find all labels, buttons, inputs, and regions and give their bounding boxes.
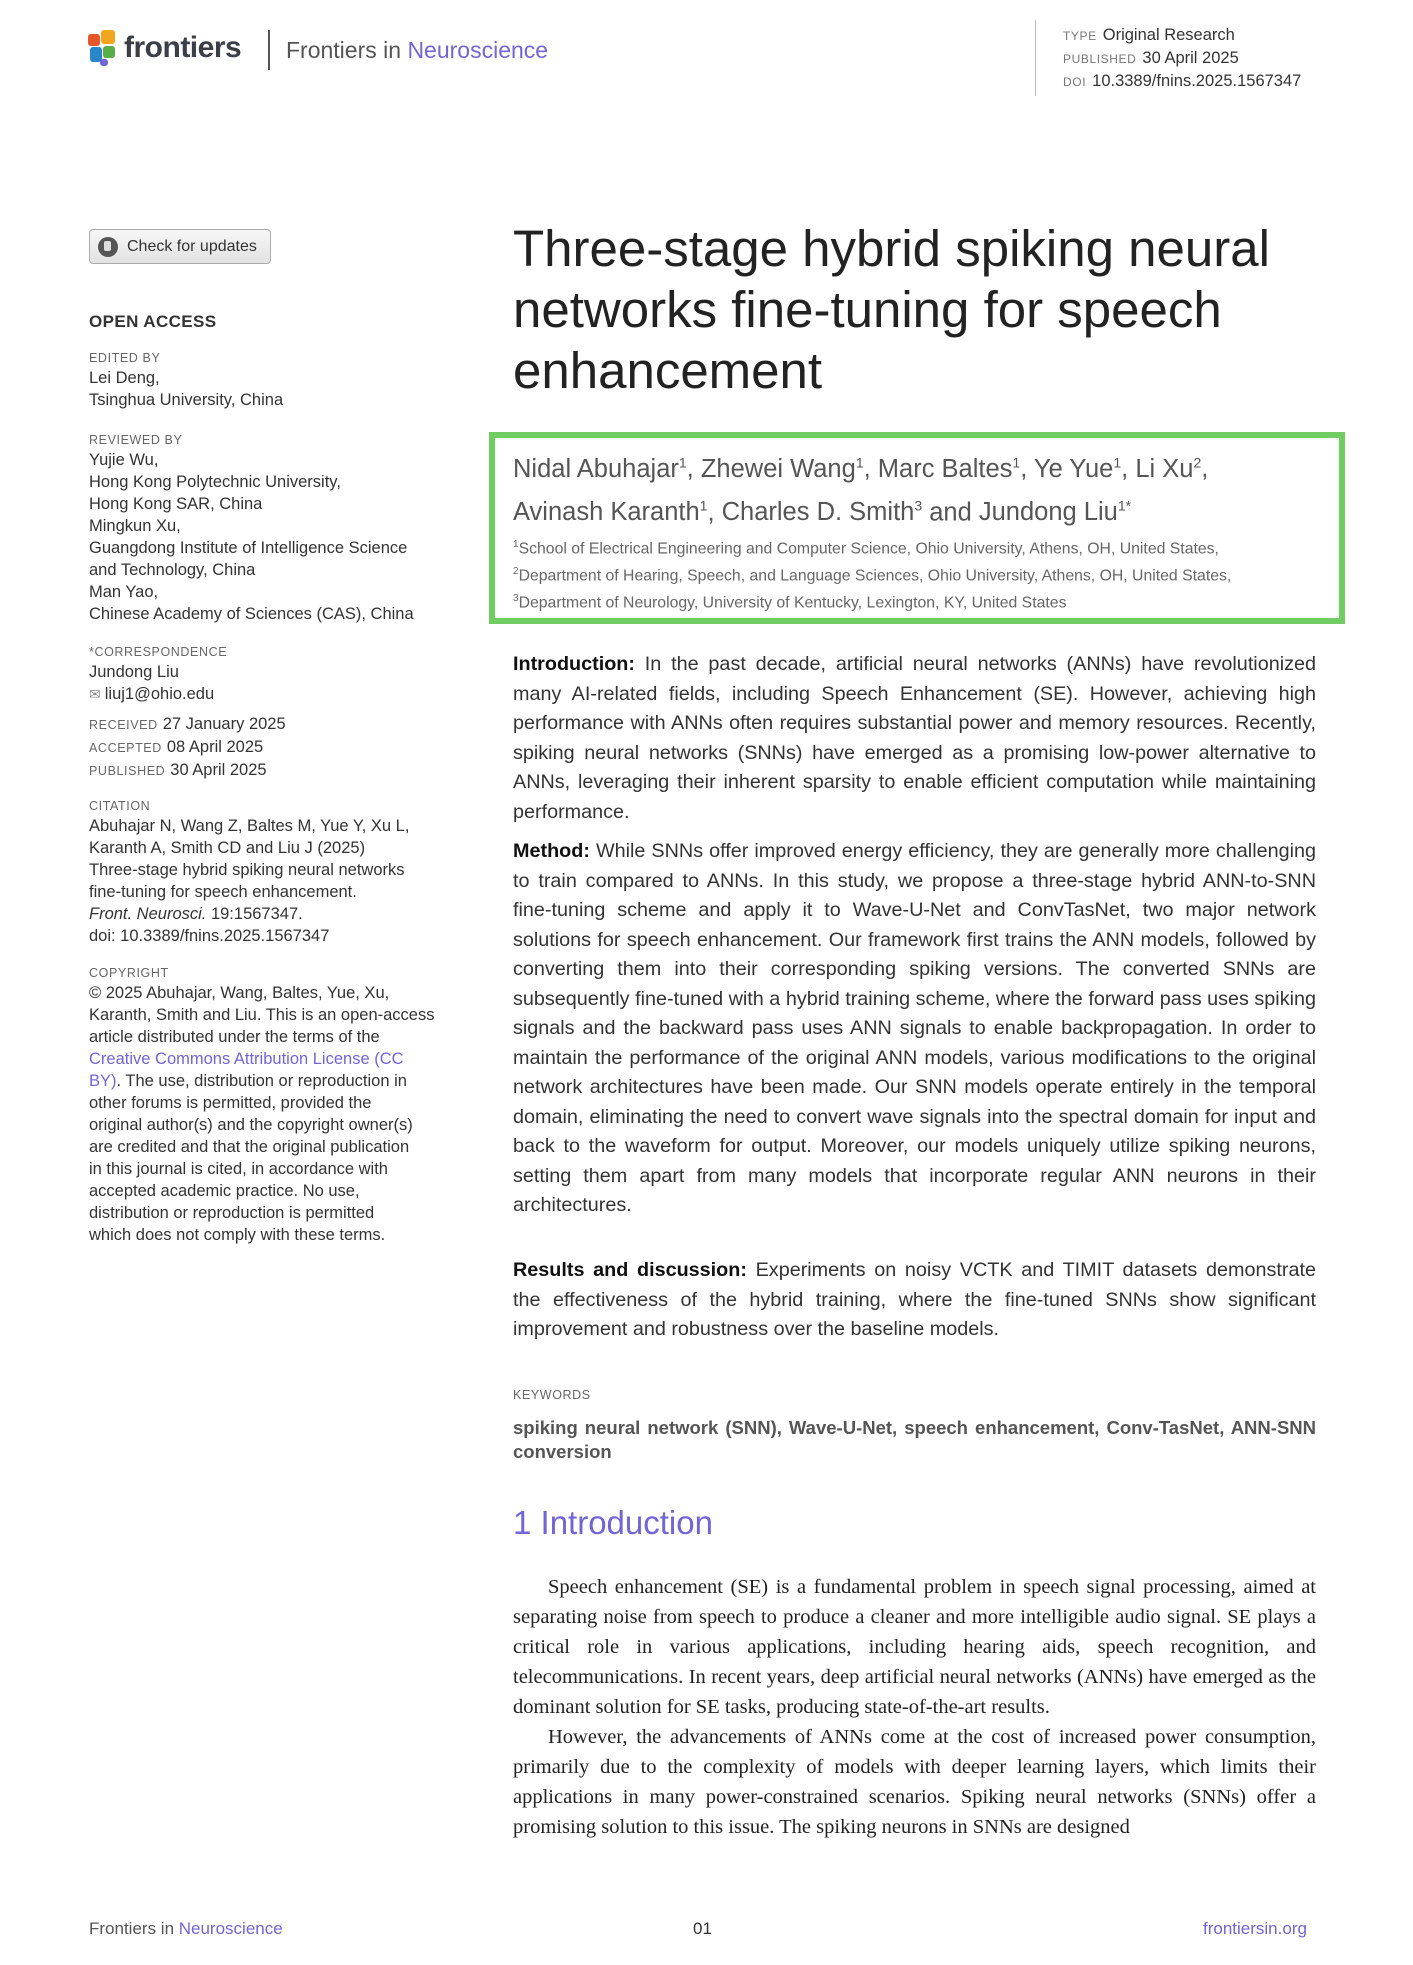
edited-by-label: EDITED BY <box>89 351 161 365</box>
abstract-text: In the past decade, artificial neural networks (ANNs) have revolutionized many AI-related fields, including Speech Enhancement (SE). However, achieving high performance with ANNs often requires substantial power and memory resources. Recently, spiking neural networks (SNNs) have emerged as a promising low-power alternative to ANNs, leveraging their inherent sparsity to enable efficient computation while maintaining performance. <box>513 653 1316 823</box>
copyright-line: Karanth, Smith and Liu. This is an open-access <box>89 1006 435 1024</box>
author-list <box>513 444 1323 531</box>
copyright-line: which does not comply with these terms. <box>89 1226 386 1244</box>
citation-line: fine-tuning for speech enhancement. <box>89 883 357 901</box>
affiliation <box>513 561 1343 588</box>
correspondence-label: *CORRESPONDENCE <box>89 645 228 659</box>
accepted-label: ACCEPTED <box>89 741 162 755</box>
citation-volume: 19:1567347. <box>206 905 303 923</box>
abstract-label: Results and discussion: <box>513 1259 747 1281</box>
meta-divider <box>1035 20 1036 96</box>
author[interactable] <box>722 498 923 526</box>
keywords-label: KEYWORDS <box>513 1388 591 1402</box>
copyright-line: other forums is permitted, provided the <box>89 1094 372 1112</box>
author-name: Ye Yue <box>1033 454 1114 483</box>
abstract-introduction <box>513 650 1316 827</box>
author[interactable] <box>1034 455 1121 483</box>
edited-by-block <box>89 349 459 411</box>
reviewed-by-line: Man Yao, <box>89 583 159 601</box>
reviewed-by-label: REVIEWED BY <box>89 433 183 447</box>
body-text <box>513 1572 1316 1842</box>
citation-doi: doi: 10.3389/fnins.2025.1567347 <box>89 927 330 945</box>
article-title: Three-stage hybrid spiking neural networks fine-tuning for speech enhancement <box>513 220 1270 399</box>
copyright-line: in this journal is cited, in accordance with <box>89 1160 388 1178</box>
citation-label: CITATION <box>89 799 151 813</box>
page-number: 01 <box>693 1919 712 1938</box>
author-sup: 1 <box>1113 454 1122 470</box>
abstract-label: Method: <box>513 840 590 862</box>
affiliation-text: Department of Neurology, University of Kentucky, Lexington, KY, United States <box>518 593 1067 611</box>
reviewed-by-line: Yujie Wu, <box>89 451 159 469</box>
type-label: TYPE <box>1063 29 1097 43</box>
author-sup: 1 <box>1012 454 1021 470</box>
paragraph: Speech enhancement (SE) is a fundamental problem in speech signal processing, aimed at separating noise from speech to produce a cleaner and more intelligible audio signal. SE plays a critical role in various applications, including hearing aids, speech recognition, and telecommunications. In recent years, deep artificial neural networks (ANNs) have emerged as the dominant solution for SE tasks, producing state-of-the-art results. <box>513 1576 1316 1718</box>
author[interactable] <box>701 455 864 483</box>
copyright-line: article distributed under the terms of the <box>89 1028 380 1046</box>
author-sep: , <box>707 498 722 526</box>
citation-journal: Front. Neurosci. <box>89 905 207 923</box>
author-name: Jundong Liu <box>978 498 1118 526</box>
author-sep: and <box>922 498 979 526</box>
dates-block <box>89 713 459 782</box>
reviewed-by-line: Chinese Academy of Sciences (CAS), China <box>89 605 414 623</box>
footer-journal[interactable] <box>89 1919 283 1939</box>
author-sup: 1 <box>855 454 864 470</box>
correspondence-email[interactable]: liuj1@ohio.edu <box>104 685 215 703</box>
copyright-line: . The use, distribution or reproduction in <box>116 1072 407 1090</box>
accepted-value: 08 April 2025 <box>166 738 264 756</box>
journal-prefix: Frontiers in <box>286 37 408 63</box>
author[interactable] <box>513 498 707 526</box>
type-value: Original Research <box>1102 26 1235 44</box>
abstract-method <box>513 837 1316 1221</box>
open-access-label: OPEN ACCESS <box>89 312 217 331</box>
author-sup: 3 <box>914 497 923 514</box>
affiliation-num: 2 <box>513 565 519 577</box>
reviewed-by-block <box>89 431 459 625</box>
check-for-updates-label: Check for updates <box>127 237 257 255</box>
affiliation-list <box>513 534 1343 614</box>
check-for-updates-button[interactable] <box>89 229 271 264</box>
author-sup: 2 <box>1193 454 1202 470</box>
published-label: PUBLISHED <box>1063 52 1137 66</box>
affiliation-text: School of Electrical Engineering and Computer Science, Ohio University, Athens, OH, United States, <box>518 540 1219 558</box>
author-sep: , <box>686 454 701 483</box>
abstract-label: Introduction: <box>513 653 635 675</box>
author-sep: , <box>863 454 878 483</box>
abstract-text: Experiments on noisy VCTK and TIMIT datasets demonstrate the effectiveness of the hybrid training, where the fine-tuned SNNs show significant improvement and robustness over the baseline models. <box>513 1259 1316 1340</box>
correspondence-name: Jundong Liu <box>89 663 179 681</box>
license-link[interactable]: Creative Commons Attribution License (CC <box>89 1050 404 1068</box>
footer-journal-prefix: Frontiers in <box>89 1919 179 1938</box>
keywords: spiking neural network (SNN), Wave-U-Net, speech enhancement, Conv-TasNet, ANN-SNN conversion <box>513 1417 1316 1462</box>
author-name: Nidal Abuhajar <box>513 454 679 483</box>
journal-accent: Neuroscience <box>407 37 549 63</box>
copyright-line: distribution or reproduction is permitted <box>89 1204 375 1222</box>
copyright-line: © 2025 Abuhajar, Wang, Baltes, Yue, Xu, <box>89 984 390 1002</box>
affiliation-text: Department of Hearing, Speech, and Language Sciences, Ohio University, Athens, OH, United States, <box>518 567 1232 585</box>
author[interactable] <box>1135 455 1201 483</box>
author[interactable] <box>513 455 687 483</box>
mail-icon: ✉ <box>89 686 101 702</box>
header-divider <box>268 30 270 70</box>
footer-site-link[interactable]: frontiersin.org <box>1203 1919 1307 1938</box>
copyright-line: accepted academic practice. No use, <box>89 1182 360 1200</box>
published-label: PUBLISHED <box>89 764 166 778</box>
copyright-block <box>89 964 459 1246</box>
affiliation-num: 3 <box>513 592 519 604</box>
author-sup: 1 <box>678 454 687 470</box>
author-name: Zhewei Wang <box>700 454 856 483</box>
published-value: 30 April 2025 <box>1142 49 1239 67</box>
author-name: Charles D. Smith <box>721 498 915 526</box>
citation-line: Abuhajar N, Wang Z, Baltes M, Yue Y, Xu L, <box>89 817 410 835</box>
license-link-end[interactable]: BY) <box>89 1072 117 1090</box>
copyright-line: are credited and that the original publication <box>89 1138 410 1156</box>
reviewed-by-line: Guangdong Institute of Intelligence Science <box>89 539 408 557</box>
affiliation-num: 1 <box>513 539 519 550</box>
published-value: 30 April 2025 <box>170 761 267 779</box>
logo-wordmark: frontiers <box>124 31 242 64</box>
journal-name[interactable] <box>286 37 548 64</box>
abstract-results <box>513 1256 1316 1345</box>
reviewed-by-line: Hong Kong SAR, China <box>89 495 263 513</box>
author-sep: , <box>1121 454 1136 483</box>
article-meta <box>1063 24 1301 93</box>
author-sup: 1* <box>1117 497 1132 514</box>
footer-journal-accent: Neuroscience <box>178 1919 283 1938</box>
author-sup: 1 <box>699 497 708 514</box>
reviewed-by-line: Mingkun Xu, <box>89 517 181 535</box>
edited-by-line: Tsinghua University, China <box>89 391 284 409</box>
author-name: Li Xu <box>1135 454 1194 483</box>
section-title: 1 Introduction <box>513 1504 713 1541</box>
affiliation <box>513 534 1343 561</box>
correspondence-block <box>89 643 459 705</box>
citation-line: Three-stage hybrid spiking neural networks <box>89 861 405 879</box>
paragraph: However, the advancements of ANNs come at the cost of increased power consumption, primarily due to the complexity of models with deeper learning layers, which limits their applications in many power-constrained scenarios. Spiking neural networks (SNNs) offer a promising solution to this issue. The spiking neurons in SNNs are designed <box>513 1726 1316 1838</box>
reviewed-by-line: Hong Kong Polytechnic University, <box>89 473 341 491</box>
author[interactable] <box>979 498 1131 526</box>
citation-block <box>89 797 459 947</box>
citation-line: Karanth A, Smith CD and Liu J (2025) <box>89 839 366 857</box>
doi-label: DOI <box>1063 75 1087 89</box>
frontiers-logo-icon <box>88 30 118 66</box>
frontiers-logo[interactable] <box>88 30 241 66</box>
copyright-line: original author(s) and the copyright owner(s) <box>89 1116 413 1134</box>
affiliation <box>513 588 1343 615</box>
author[interactable] <box>878 455 1020 483</box>
edited-by-line: Lei Deng, <box>89 369 160 387</box>
author-name: Avinash Karanth <box>513 498 700 526</box>
received-label: RECEIVED <box>89 718 158 732</box>
bookmark-icon <box>98 237 118 257</box>
received-value: 27 January 2025 <box>162 715 286 733</box>
author-sep: , <box>1201 454 1209 483</box>
author-name: Marc Baltes <box>877 454 1013 483</box>
author-sep: , <box>1020 454 1034 483</box>
copyright-label: COPYRIGHT <box>89 966 169 980</box>
abstract-text: While SNNs offer improved energy efficiency, they are generally more challenging to train compared to ANNs. In this study, we propose a three-stage hybrid ANN-to-SNN fine-tuning scheme and apply it to Wave-U-Net and ConvTasNet, two major network solutions for speech enhancement. Our framework first trains the ANN models, followed by converting them into their corresponding spiking versions. The converted SNNs are subsequently fine-tuned with a hybrid training scheme, where the forward pass uses spiking signals and the backward pass uses ANN signals to enable backpropagation. In order to maintain the performance of the original ANN models, various modifications to the original network architectures have been made. Our SNN models operate entirely in the temporal domain, eliminating the need to convert wave signals into the spectral domain for input and back to the waveform for output. Moreover, our models uniquely utilize spiking neurons, setting them apart from many models that incorporate regular ANN neurons in their architectures. <box>513 840 1316 1216</box>
reviewed-by-line: and Technology, China <box>89 561 256 579</box>
doi-value[interactable]: 10.3389/fnins.2025.1567347 <box>1092 72 1302 90</box>
